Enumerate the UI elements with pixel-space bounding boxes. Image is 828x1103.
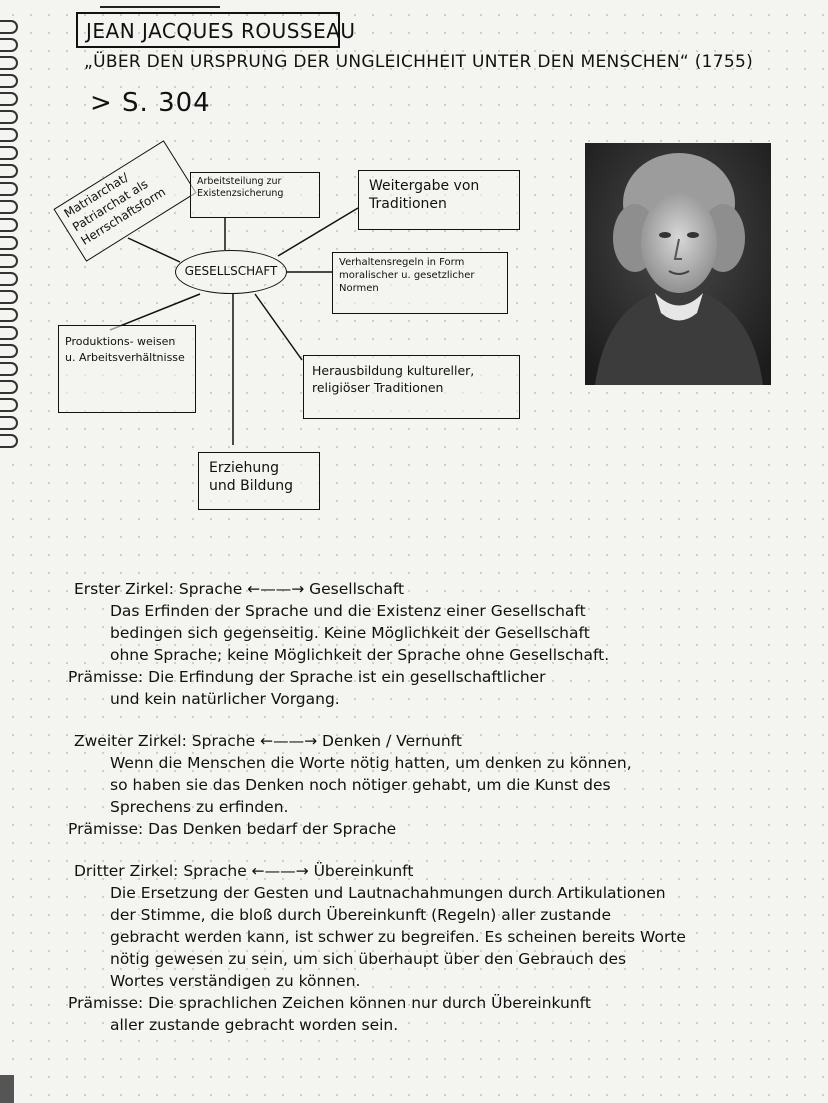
note-line: Die Ersetzung der Gesten und Lautnachahmungen durch Artikulationen: [110, 884, 666, 902]
page-title: JEAN JACQUES ROUSSEAU: [76, 12, 340, 48]
paragraph-gap: [68, 710, 798, 730]
circle-heading: Erster Zirkel: Sprache ←——→ Gesellschaft: [74, 580, 405, 598]
note-line: ohne Sprache; keine Möglichkeit der Sprache ohne Gesellschaft.: [110, 646, 610, 664]
note-line: nötig gewesen zu sein, um sich überhaupt über den Gebrauch des: [110, 950, 627, 968]
node-weitergabe: Weitergabe von Traditionen: [358, 170, 520, 230]
note-line: bedingen sich gegenseitig. Keine Möglichkeit der Gesellschaft: [110, 624, 590, 642]
note-line: so haben sie das Denken noch nötiger gehabt, um die Kunst des: [110, 776, 611, 794]
node-produktion: Produktions- weisen u. Arbeitsverhältnisse: [58, 325, 196, 413]
node-matriarchat: Matriarchat/ Patriarchat als Herrschaftsform: [53, 140, 196, 261]
premise-line: Prämisse: Das Denken bedarf der Sprache: [68, 820, 397, 838]
rousseau-portrait-image: [585, 143, 771, 385]
note-line: Wortes verständigen zu können.: [110, 972, 361, 990]
note-line: gebracht werden kann, ist schwer zu begreifen. Es scheinen bereits Worte: [110, 928, 686, 946]
node-arbeitsteilung: Arbeitsteilung zur Existenzsicherung: [190, 172, 320, 218]
premise-line: Prämisse: Die Erfindung der Sprache ist ein gesellschaftlicher: [68, 668, 546, 686]
note-line: und kein natürlicher Vorgang.: [110, 690, 340, 708]
node-erziehung: Erziehung und Bildung: [198, 452, 320, 510]
note-line: Das Erfinden der Sprache und die Existenz einer Gesellschaft: [110, 602, 586, 620]
note-line: Wenn die Menschen die Worte nötig hatten, um denken zu können,: [110, 754, 632, 772]
note-line: der Stimme, die bloß durch Übereinkunft (Regeln) aller zustande: [110, 906, 612, 924]
premise-line: Prämisse: Die sprachlichen Zeichen können nur durch Übereinkunft: [68, 994, 591, 1012]
note-line: aller zustande gebracht worden sein.: [110, 1016, 399, 1034]
notes-section: [68, 578, 798, 1036]
page-reference: > S. 304: [90, 88, 211, 118]
mindmap-center: GESELLSCHAFT: [175, 250, 287, 294]
page-corner-mark: [0, 1075, 14, 1103]
node-herausbildung: Herausbildung kultureller, religiöser Traditionen: [303, 355, 520, 419]
node-verhaltensregeln: Verhaltensregeln in Form moralischer u. gesetzlicher Normen: [332, 252, 508, 314]
circle-heading: Dritter Zirkel: Sprache ←——→ Übereinkunft: [74, 862, 414, 880]
paragraph-gap: [68, 840, 798, 860]
note-line: Sprechens zu erfinden.: [110, 798, 289, 816]
circle-heading: Zweiter Zirkel: Sprache ←——→ Denken / Vernunft: [74, 732, 462, 750]
work-title: „ÜBER DEN URSPRUNG DER UNGLEICHHEIT UNTER DEN MENSCHEN“ (1755): [84, 52, 754, 72]
